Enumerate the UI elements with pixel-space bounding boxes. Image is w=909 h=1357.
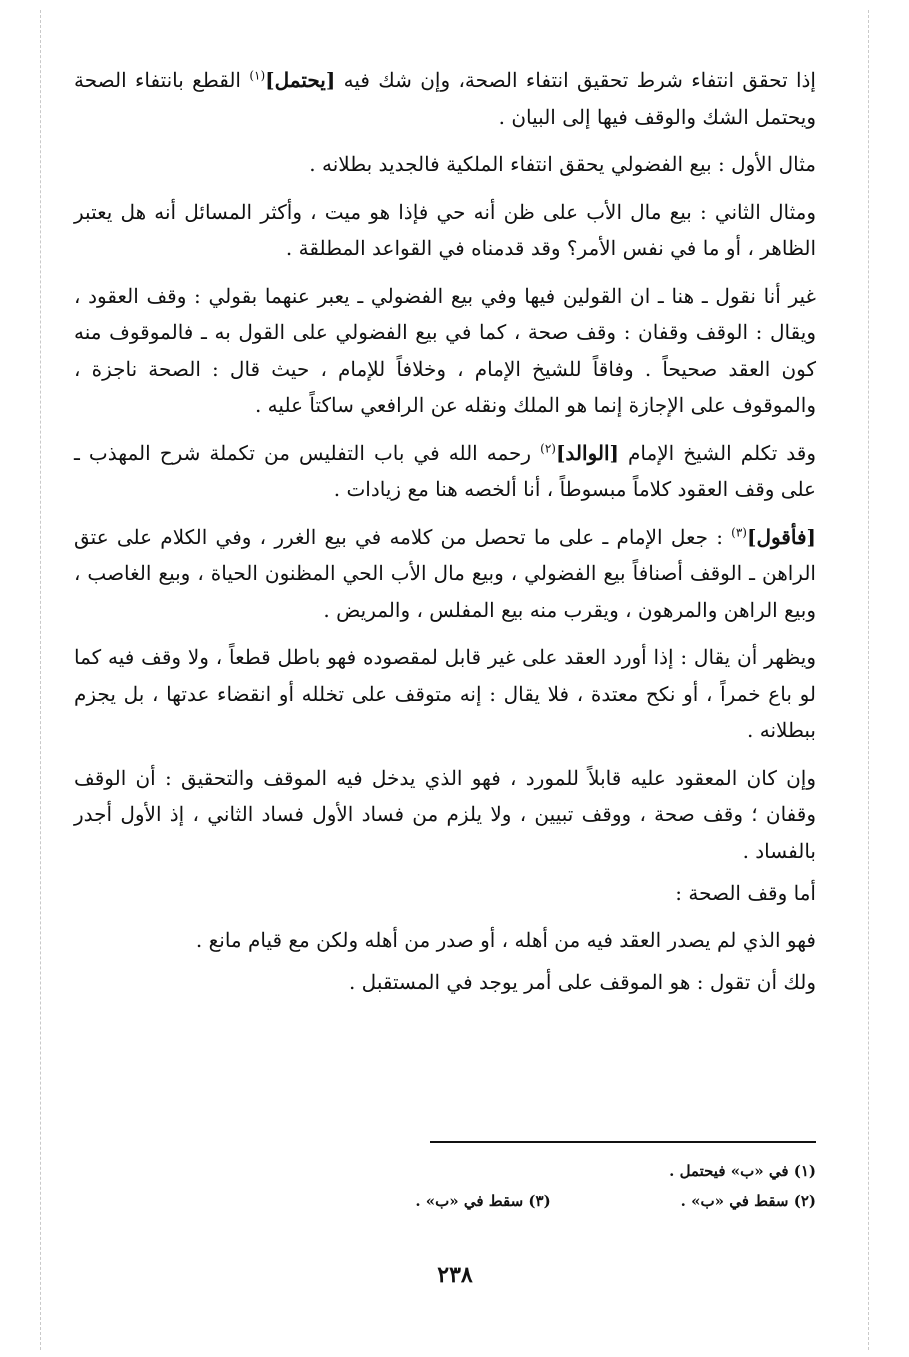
main-text (74, 62, 816, 1012)
footnote-ref-2: (٢) (540, 440, 556, 455)
footnote-spacer (551, 1186, 681, 1216)
footnote-1: (١) في «ب» فيحتمل . (669, 1162, 816, 1180)
paragraph-3: ومثال الثاني : بيع مال الأب على ظن أنه حي فإذا هو ميت ، وأكثر المسائل أنه هل يعتبر الظاهر ، أو ما في نفس الأمر؟ وقد قدمناه في القواعد المطلقة . (74, 199, 816, 260)
paragraph-6-text-b: : جعل الإمام ـ على ما تحصل من كلامه في بيع الغرر ، وفي الكلام على عتق الراهن ـ الوقف أصنافاً بيع الفضولي ، وبيع مال الأب الحي المظنون الحياة ، وبيع الغاصب ، وبيع الراهن والمرهون ، ويقرب منه بيع المفلس ، والمريض . (74, 524, 816, 622)
paragraph-5 (74, 435, 816, 508)
scan-guide-right (868, 10, 869, 1350)
footnote-row-2 (300, 1186, 816, 1216)
paragraph-2: مثال الأول : بيع الفضولي يحقق انتفاء الملكية فالجديد بطلانه . (309, 152, 816, 176)
footnote-3: (٣) سقط في «ب» . (415, 1192, 551, 1210)
paragraph-1-text-a: إذا تحقق انتفاء شرط تحقيق انتفاء الصحة، وإن شك فيه (335, 68, 816, 92)
footnote-separator (430, 1141, 816, 1143)
paragraph-6-bold-term: [فأقول] (746, 524, 816, 549)
scan-guide-left (40, 10, 41, 1350)
paragraph-1-text-b: القطع بانتفاء الصحة ويحتمل الشك والوقف فيها إلى البيان . (74, 68, 816, 129)
footnote-2: (٢) سقط في «ب» . (680, 1192, 816, 1210)
footnote-ref-3: (٣) (731, 524, 747, 539)
paragraph-7: ويظهر أن يقال : إذا أورد العقد على غير قابل لمقصوده فهو باطل قطعاً ، ولا وقف فيه كما لو باع خمراً ، أو نكح معتدة ، فلا يقال : إنه متوقف على تخلله أو انقضاء عدتها ، بل يجزم ببطلانه . (74, 645, 816, 742)
paragraph-5-text-b: رحمه الله في باب التفليس من تكملة شرح المهذب ـ على وقف العقود كلاماً مبسوطاً ، أنا ألخصه هنا مع زيادات . (74, 440, 816, 501)
section-heading: أما وقف الصحة : (675, 881, 816, 905)
footnotes (300, 1156, 816, 1216)
paragraph-5-text-a: وقد تكلم الشيخ الإمام (619, 440, 817, 465)
paragraph-1 (74, 62, 816, 135)
paragraph-4: غير أنا نقول ـ هنا ـ ان القولين فيها وفي بيع الفضولي ـ يعبر عنهما بقولي : وقف العقود ، ويقال : الوقف وقفان : وقف صحة ، كما في بيع الفضولي على القول به ـ فالموقوف منه كون العقد صحيحاً . وفاقاً للشيخ الإمام ، وخلافاً للإمام ، حيث قال : الصحة ناجزة ، والموقوف على الإجازة إنما هو الملك ونقله عن الرافعي ساكتاً عليه . (74, 283, 816, 417)
paragraph-10: فهو الذي لم يصدر العقد فيه من أهله ، أو صدر من أهله ولكن مع قيام مانع . (195, 927, 816, 952)
page-number: ٢٣٨ (437, 1262, 473, 1288)
footnote-row-1 (300, 1156, 816, 1186)
paragraph-5-bold-term: [الوالد] (555, 440, 620, 465)
paragraph-1-bold-term: [يحتمل] (265, 68, 336, 92)
paragraph-11: ولك أن تقول : هو الموقف على أمر يوجد في المستقبل . (348, 970, 816, 994)
paragraph-8: وإن كان المعقود عليه قابلاً للمورد ، فهو الذي يدخل فيه الموقف والتحقيق : أن الوقف وقفان ؛ وقف صحة ، ووقف تبيين ، ولا يلزم من فساد الأول فساد الثاني ، إذ الأول أجدر بالفساد . (74, 765, 816, 863)
footnote-ref-1: (١) (249, 68, 266, 83)
paragraph-6 (74, 519, 816, 629)
